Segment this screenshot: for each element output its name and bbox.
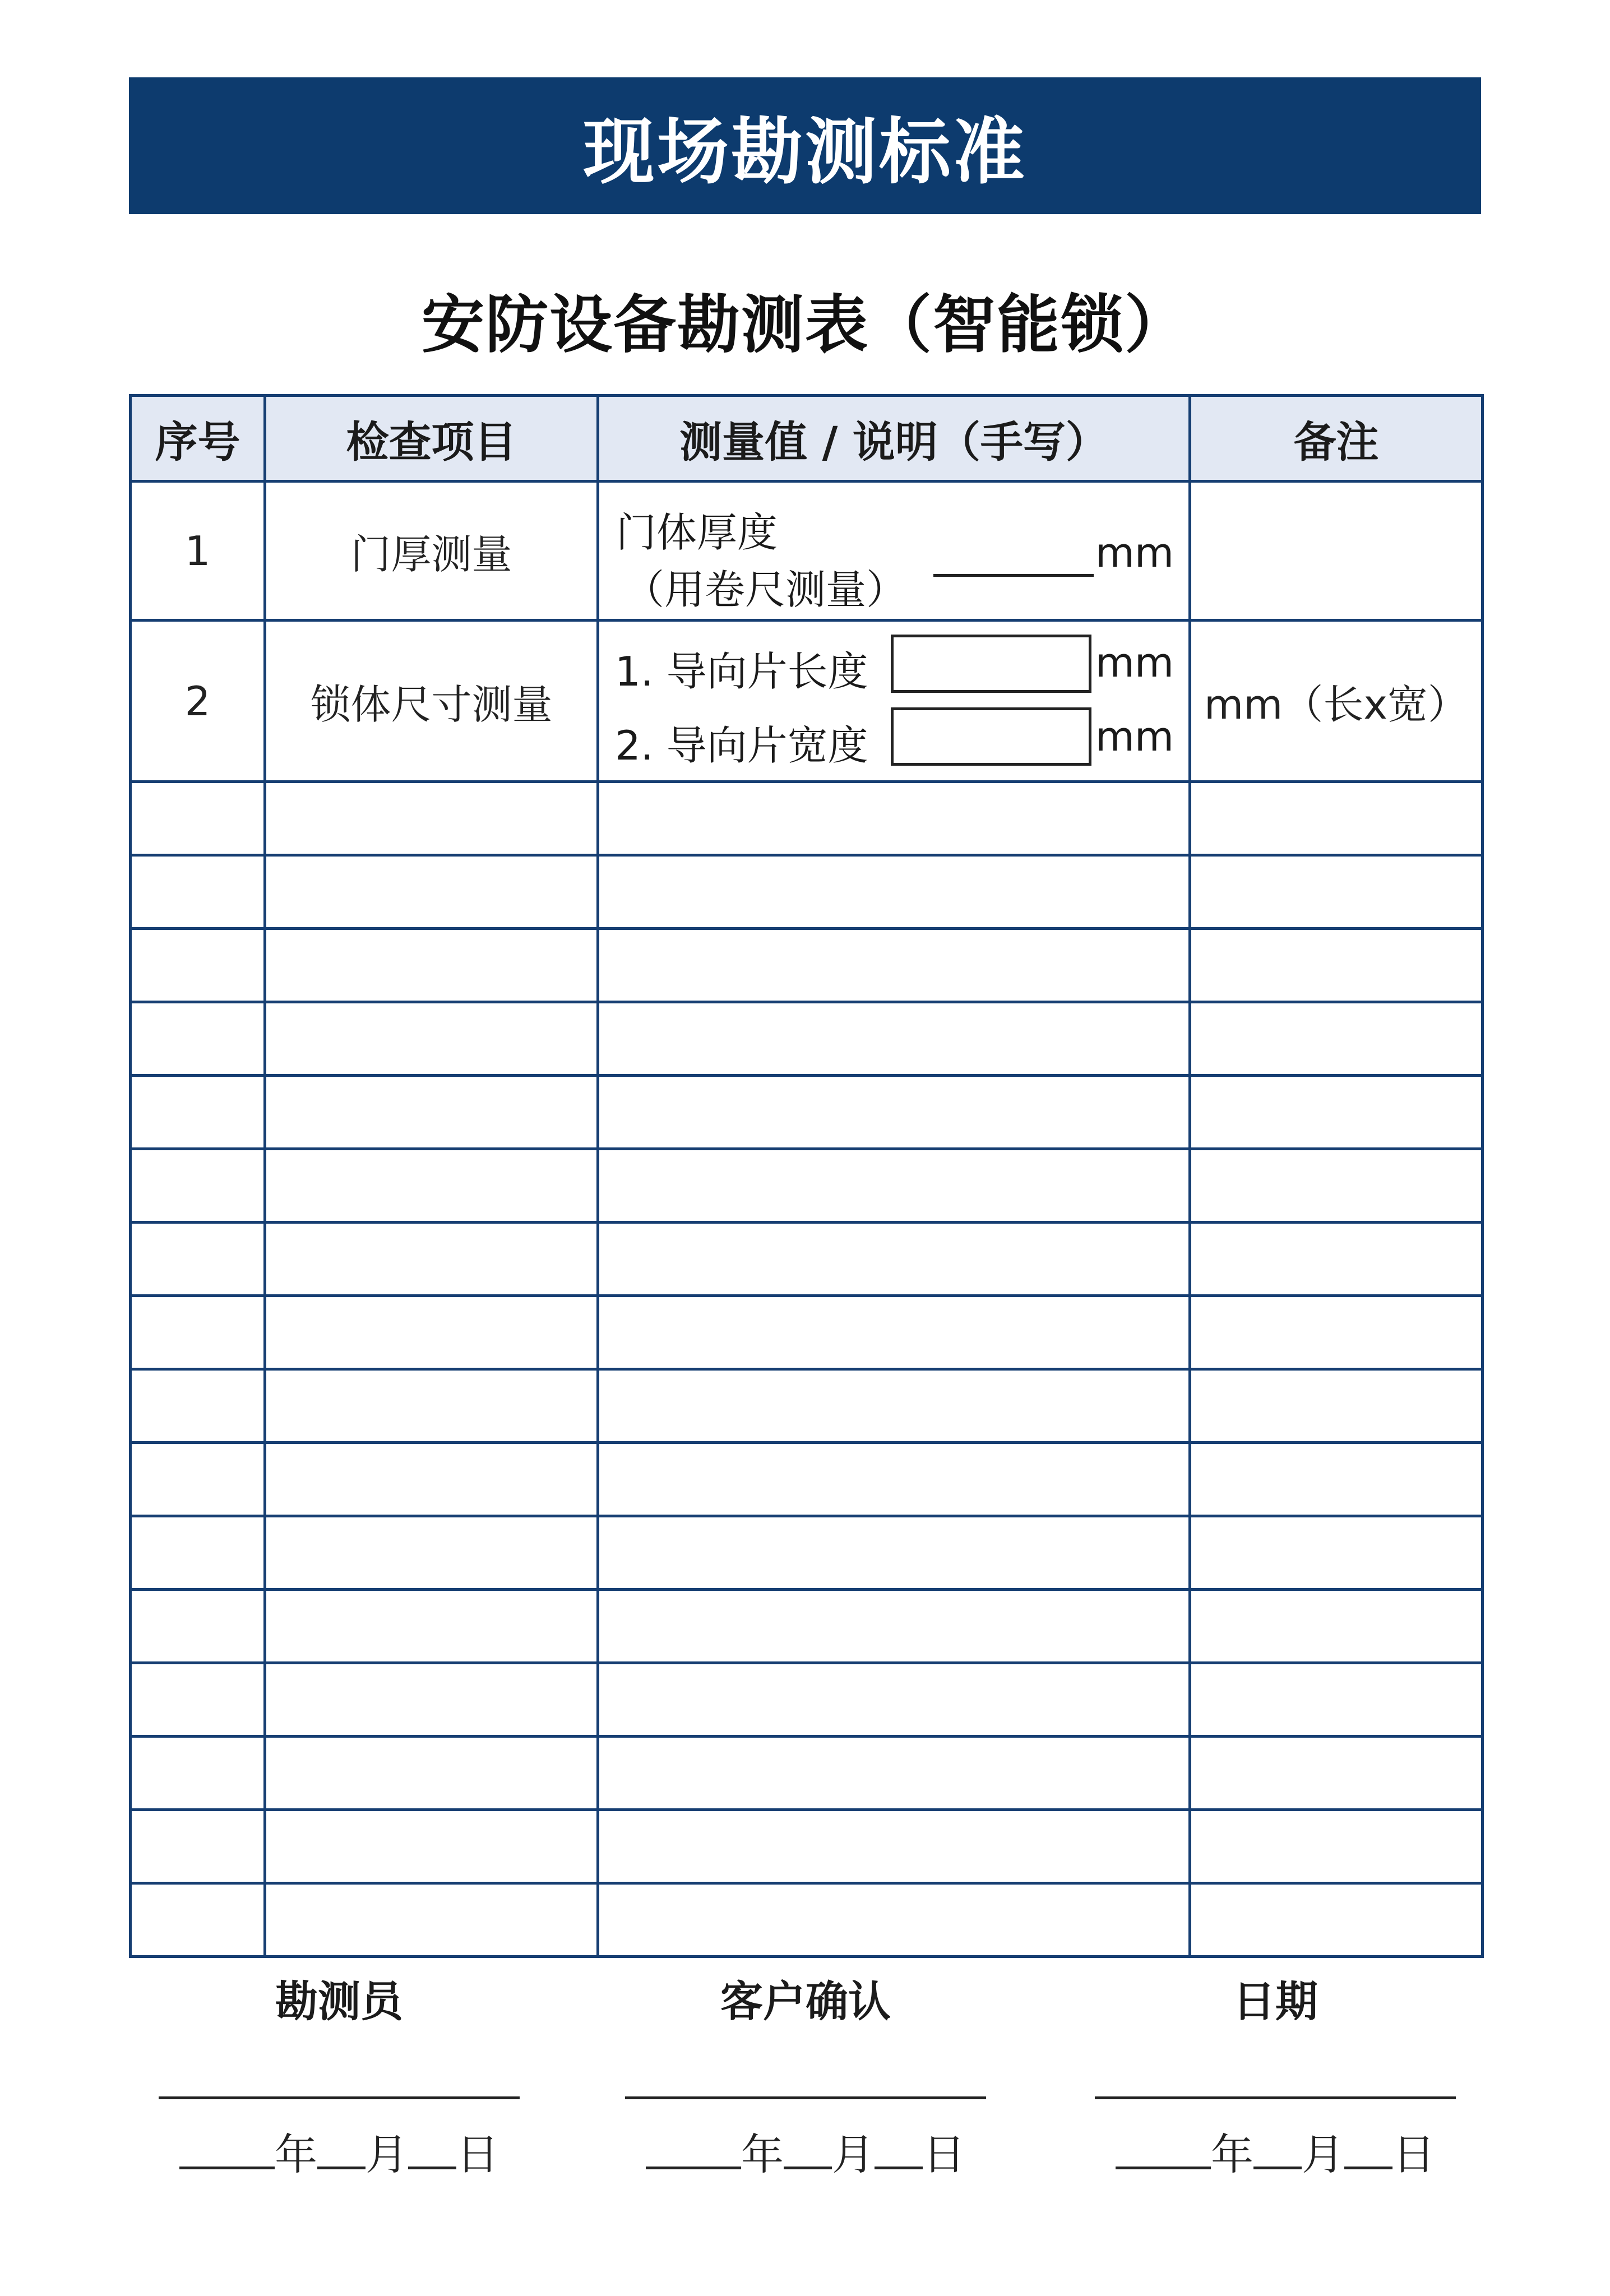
guide-width-label: 2. 导向片宽度 [615, 721, 868, 769]
remark-cell[interactable] [1190, 855, 1483, 929]
measure-cell[interactable] [598, 1296, 1190, 1369]
month-blank[interactable] [1253, 2134, 1302, 2169]
year-blank[interactable] [1116, 2134, 1211, 2169]
year-label: 年 [741, 2130, 784, 2179]
guide-width-input[interactable] [891, 707, 1091, 766]
table-row-blank [131, 929, 1483, 1002]
row-number[interactable] [131, 1883, 265, 1957]
table-row-blank [131, 1663, 1483, 1737]
banner-title: 现场勘测标准 [582, 110, 1027, 194]
check-item: 门厚测量 [265, 482, 598, 621]
check-item[interactable] [265, 1590, 598, 1663]
row-number[interactable] [131, 1516, 265, 1590]
day-label: 日 [923, 2130, 965, 2179]
table-row-blank [131, 1443, 1483, 1516]
measure-cell[interactable] [598, 855, 1190, 929]
row-number[interactable] [131, 1590, 265, 1663]
check-item[interactable] [265, 1883, 598, 1957]
signature-surveyor [157, 1968, 521, 2182]
measure-cell[interactable] [598, 1883, 1190, 1957]
month-blank[interactable] [317, 2134, 366, 2169]
signature-date-block [1093, 1968, 1458, 2182]
year-label: 年 [1211, 2130, 1253, 2179]
table-row-blank [131, 1223, 1483, 1296]
row-number[interactable] [131, 855, 265, 929]
signature-line[interactable] [159, 2096, 520, 2099]
check-item[interactable] [265, 855, 598, 929]
measure-cell[interactable] [598, 1369, 1190, 1443]
day-blank[interactable] [1344, 2134, 1392, 2169]
remark-cell[interactable] [1190, 1149, 1483, 1223]
signature-label: 勘测员 [275, 1976, 403, 2026]
row-number[interactable] [131, 1443, 265, 1516]
signature-label: 客户确认 [720, 1976, 891, 2026]
table-row-blank [131, 1590, 1483, 1663]
remark-cell[interactable] [1190, 1443, 1483, 1516]
table-row-blank [131, 1149, 1483, 1223]
table-row-blank [131, 1296, 1483, 1369]
check-item[interactable] [265, 1002, 598, 1076]
measure-cell[interactable] [598, 929, 1190, 1002]
month-label: 月 [832, 2130, 875, 2179]
remark-cell[interactable] [1190, 1590, 1483, 1663]
measure-cell[interactable] [598, 1223, 1190, 1296]
remark-cell[interactable] [1190, 1223, 1483, 1296]
remark-cell[interactable] [1190, 1663, 1483, 1737]
measure-cell[interactable] [598, 1149, 1190, 1223]
year-blank[interactable] [179, 2134, 275, 2169]
month-label: 月 [1302, 2130, 1344, 2179]
table-row [131, 482, 1483, 621]
check-item[interactable] [265, 782, 598, 855]
month-blank[interactable] [784, 2134, 832, 2169]
remark-cell[interactable] [1190, 482, 1483, 621]
row-number[interactable] [131, 1149, 265, 1223]
remark-cell[interactable] [1190, 1810, 1483, 1883]
row-number[interactable] [131, 782, 265, 855]
remark-cell[interactable] [1190, 929, 1483, 1002]
row-number[interactable] [131, 1296, 265, 1369]
month-label: 月 [366, 2130, 408, 2179]
remark-cell[interactable]: mm（长x宽） [1190, 621, 1483, 782]
row-number[interactable] [131, 1076, 265, 1149]
row-number[interactable] [131, 1369, 265, 1443]
remark-cell[interactable] [1190, 1737, 1483, 1810]
signature-date [157, 2121, 521, 2182]
row-number[interactable] [131, 929, 265, 1002]
check-item[interactable] [265, 1076, 598, 1149]
row-number[interactable] [131, 1002, 265, 1076]
table-row-blank [131, 1002, 1483, 1076]
banner [129, 77, 1481, 214]
remark-cell[interactable] [1190, 1002, 1483, 1076]
table-row [131, 621, 1483, 782]
table-row-blank [131, 1516, 1483, 1590]
remark-cell[interactable] [1190, 1296, 1483, 1369]
signature-date [623, 2121, 988, 2182]
row-number: 1 [131, 482, 265, 621]
signature-date [1093, 2121, 1458, 2182]
check-item[interactable] [265, 1369, 598, 1443]
table-row-blank [131, 1369, 1483, 1443]
check-item[interactable] [265, 1810, 598, 1883]
door-thickness-blank[interactable] [933, 574, 1094, 577]
table-row-blank [131, 1076, 1483, 1149]
unit-label: mm [1095, 712, 1174, 760]
remark-cell[interactable] [1190, 1369, 1483, 1443]
check-item[interactable] [265, 1443, 598, 1516]
check-item[interactable] [265, 929, 598, 1002]
header-measure: 测量值 / 说明（手写） [598, 396, 1190, 482]
header-no: 序号 [131, 396, 265, 482]
measure-cell[interactable] [598, 1443, 1190, 1516]
unit-label: mm [1095, 638, 1174, 686]
remark-cell[interactable] [1190, 1516, 1483, 1590]
measure-cell[interactable] [598, 782, 1190, 855]
row-number[interactable] [131, 1223, 265, 1296]
header-item: 检查项目 [265, 396, 598, 482]
guide-length-input[interactable] [891, 635, 1091, 693]
check-item[interactable] [265, 1296, 598, 1369]
table-header-row [131, 396, 1483, 482]
day-blank[interactable] [408, 2134, 456, 2169]
year-blank[interactable] [646, 2134, 741, 2169]
table-row-blank [131, 782, 1483, 855]
measure-cell[interactable] [598, 1663, 1190, 1737]
row-number[interactable] [131, 1663, 265, 1737]
year-label: 年 [275, 2130, 317, 2179]
day-label: 日 [1392, 2130, 1435, 2179]
measure-cell[interactable] [598, 1737, 1190, 1810]
form-title: 安防设备勘测表（智能锁） [422, 289, 1188, 362]
measure-cell [598, 621, 1190, 782]
day-label: 日 [456, 2130, 499, 2179]
measure-cell[interactable] [598, 1002, 1190, 1076]
check-item[interactable] [265, 1663, 598, 1737]
row-number[interactable] [131, 1810, 265, 1883]
row-number: 2 [131, 621, 265, 782]
measure-label: 门体厚度 [616, 508, 778, 556]
measure-cell [598, 482, 1190, 621]
remark-cell[interactable] [1190, 1076, 1483, 1149]
measure-cell[interactable] [598, 1590, 1190, 1663]
signature-line[interactable] [625, 2096, 986, 2099]
signature-label: 日期 [1233, 1976, 1318, 2026]
measure-cell[interactable] [598, 1076, 1190, 1149]
unit-label: mm [1095, 529, 1174, 576]
check-item: 锁体尺寸测量 [265, 621, 598, 782]
remark-cell[interactable] [1190, 1883, 1483, 1957]
check-item[interactable] [265, 1149, 598, 1223]
survey-table [129, 394, 1484, 1958]
signature-line[interactable] [1095, 2096, 1456, 2099]
table-row-blank [131, 855, 1483, 929]
measure-cell[interactable] [598, 1810, 1190, 1883]
table-row-blank [131, 1737, 1483, 1810]
guide-length-label: 1. 导向片长度 [615, 647, 868, 695]
header-remark: 备注 [1190, 396, 1483, 482]
row-number[interactable] [131, 1737, 265, 1810]
measure-cell[interactable] [598, 1516, 1190, 1590]
table-row-blank [131, 1810, 1483, 1883]
measure-note: （用卷尺测量） [624, 566, 907, 613]
day-blank[interactable] [875, 2134, 923, 2169]
remark-cell[interactable] [1190, 782, 1483, 855]
table-row-blank [131, 1883, 1483, 1957]
signature-customer [623, 1968, 988, 2182]
check-item[interactable] [265, 1737, 598, 1810]
check-item[interactable] [265, 1223, 598, 1296]
check-item[interactable] [265, 1516, 598, 1590]
